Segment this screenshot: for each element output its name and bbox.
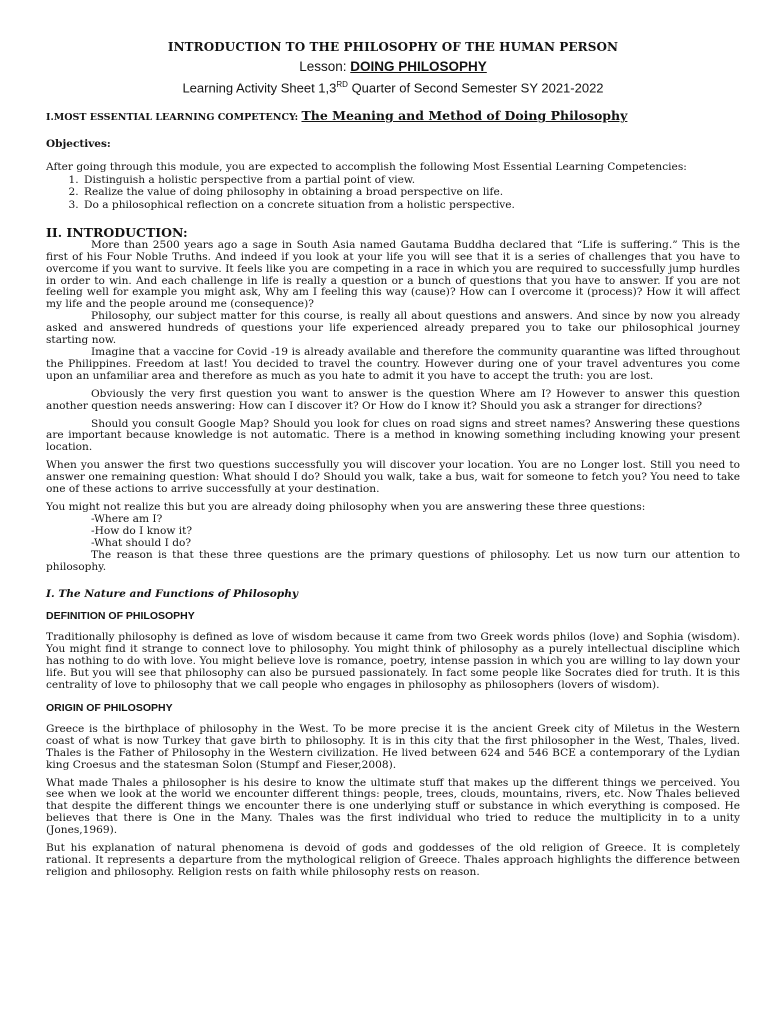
las-superscript: RD [336, 80, 348, 89]
intro-paragraph: Philosophy, our subject matter for this course, is really all about questions and answers. And since by now you already asked and answered hundreds of questions your life experienced already prepared you to take our philosophical journey starting now. [46, 310, 740, 347]
las-suffix: Quarter of Second Semester SY 2021-2022 [347, 80, 604, 96]
objectives-heading: Objectives: [46, 138, 111, 151]
lesson-label: Lesson: [299, 59, 347, 74]
objective-item: 3. Do a philosophical reflection on a concrete situation from a holistic perspective. [82, 199, 740, 211]
objective-item: 1. Distinguish a holistic perspective from a partial point of view. [82, 174, 740, 186]
intro-paragraph: Imagine that a vaccine for Covid -19 is already available and therefore the community quarantine was lifted throughout the Philippines. Freedom at last! You decided to travel the country. However during one of your travel adventures you come upon an unfamiliar area and therefore as much as you hate to admit it you have to accept the truth: you are lost. [46, 346, 740, 382]
origin-heading: ORIGIN OF PHILOSOPHY [46, 701, 173, 714]
lesson-line [46, 59, 740, 75]
question-item: -Where am I? [91, 512, 163, 525]
intro-paragraph: Should you consult Google Map? Should you look for clues on road signs and street names? Answering these questions are important because knowledge is not automatic. There is a method in knowing something including knowing your present location. [46, 417, 740, 454]
competency-label: I.MOST ESSENTIAL LEARNING COMPETENCY: [46, 112, 299, 124]
introduction-heading: II. INTRODUCTION: [46, 224, 188, 240]
origin-paragraph: What made Thales a philosopher is his desire to know the ultimate stuff that makes up the different things we perceived. You see when we look at the world we encounter different things: people, trees, clouds, mountains, rivers, etc. Now Thales believed that despite the different things we encounter there is one underlying stuff or substance in which everything is composed. He believes that there is One in the Many. Thales was the first individual who tried to reduce the multiplicity in to a unity (Jones,1969). [46, 776, 740, 837]
lesson-title: DOING PHILOSOPHY [350, 59, 487, 74]
intro-paragraph: Obviously the very first question you want to answer is the question Where am I? However to answer this question another question needs answering: How can I discover it? Or How do I know it? Should you ask a stranger for directions? [46, 387, 740, 412]
question-item: -How do I know it? [91, 524, 193, 537]
competency-heading [46, 108, 740, 126]
origin-paragraph: But his explanation of natural phenomena is devoid of gods and goddesses of the old religion of Greece. It is completely rational. It represents a departure from the mythological religion of Greece. Thales approach highlights the difference between religion and philosophy. Religion rests on faith while philosophy rests on reason. [46, 842, 740, 878]
intro-paragraph: When you answer the first two questions successfully you will discover your location. You are no Longer lost. Still you need to answer one remaining question: What should I do? Should you walk, take a bus, wait for someone to fetch you? You need to take one of these actions to arrive successfully at your destination. [46, 459, 740, 496]
intro-paragraph: More than 2500 years ago a sage in South Asia named Gautama Buddha declared that “Life is suffering.” This is the first of his Four Noble Truths. And indeed if you look at your life you will see that it is a series of challenges that you have to overcome if you want to survive. It feels like you are competing in a race in which you are required to successfully jump hurdles in order to win. And each challenge in life is really a question or a bunch of questions that you have to answer. If you are not feeling well for example you might ask, Why am I feeling this way (cause)? How can I overcome it (process)? How it will affect my life and the people around me (consequence)? [46, 238, 740, 311]
document-page [46, 38, 740, 879]
objective-item: 2. Realize the value of doing philosophy in obtaining a broad perspective on life. [82, 186, 740, 198]
nature-heading: I. The Nature and Functions of Philosophy [46, 588, 299, 601]
objectives-list [46, 174, 740, 211]
activity-sheet-line [46, 77, 740, 96]
origin-paragraph: Greece is the birthplace of philosophy in the West. To be more precise it is the ancient Greek city of Miletus in the Western coast of what is now Turkey that gave birth to philosophy. It is in this city that the first philosopher in the West, Thales, lived. Thales is the Father of Philosophy in the Western civilization. He lived between 624 and 546 BCE a contemporary of the Lydian king Croesus and the statesman Solon (Stumpf and Fieser,2008). [46, 722, 740, 771]
definition-paragraph: Traditionally philosophy is defined as love of wisdom because it came from two Greek words philos (love) and Sophia (wisdom). You might find it strange to connect love to philosophy. You might think of philosophy as a purely intellectual discipline which has nothing to do with love. You might believe love is romance, poetry, intense passion in which you are willing to lay down your life. But you will see that philosophy can also be pursued passionately. In fact some people like Socrates died for truth. It is this centrality of love to philosophy that we call people who engages in philosophy as philosophers (lovers of wisdom). [46, 631, 740, 692]
definition-heading: DEFINITION OF PHILOSOPHY [46, 610, 195, 623]
las-prefix: Learning Activity Sheet 1,3 [182, 80, 337, 96]
document-title: INTRODUCTION TO THE PHILOSOPHY OF THE HUMAN PERSON [167, 40, 619, 54]
competency-title: The Meaning and Method of Doing Philosophy [301, 108, 628, 124]
intro-paragraph: You might not realize this but you are already doing philosophy when you are answering these three questions: [46, 500, 646, 513]
objectives-intro: After going through this module, you are expected to accomplish the following Most Essential Learning Competencies: [46, 161, 687, 174]
intro-paragraph: The reason is that these three questions are the primary questions of philosophy. Let us now turn our attention to philosophy. [46, 548, 740, 573]
question-item: -What should I do? [91, 536, 192, 549]
